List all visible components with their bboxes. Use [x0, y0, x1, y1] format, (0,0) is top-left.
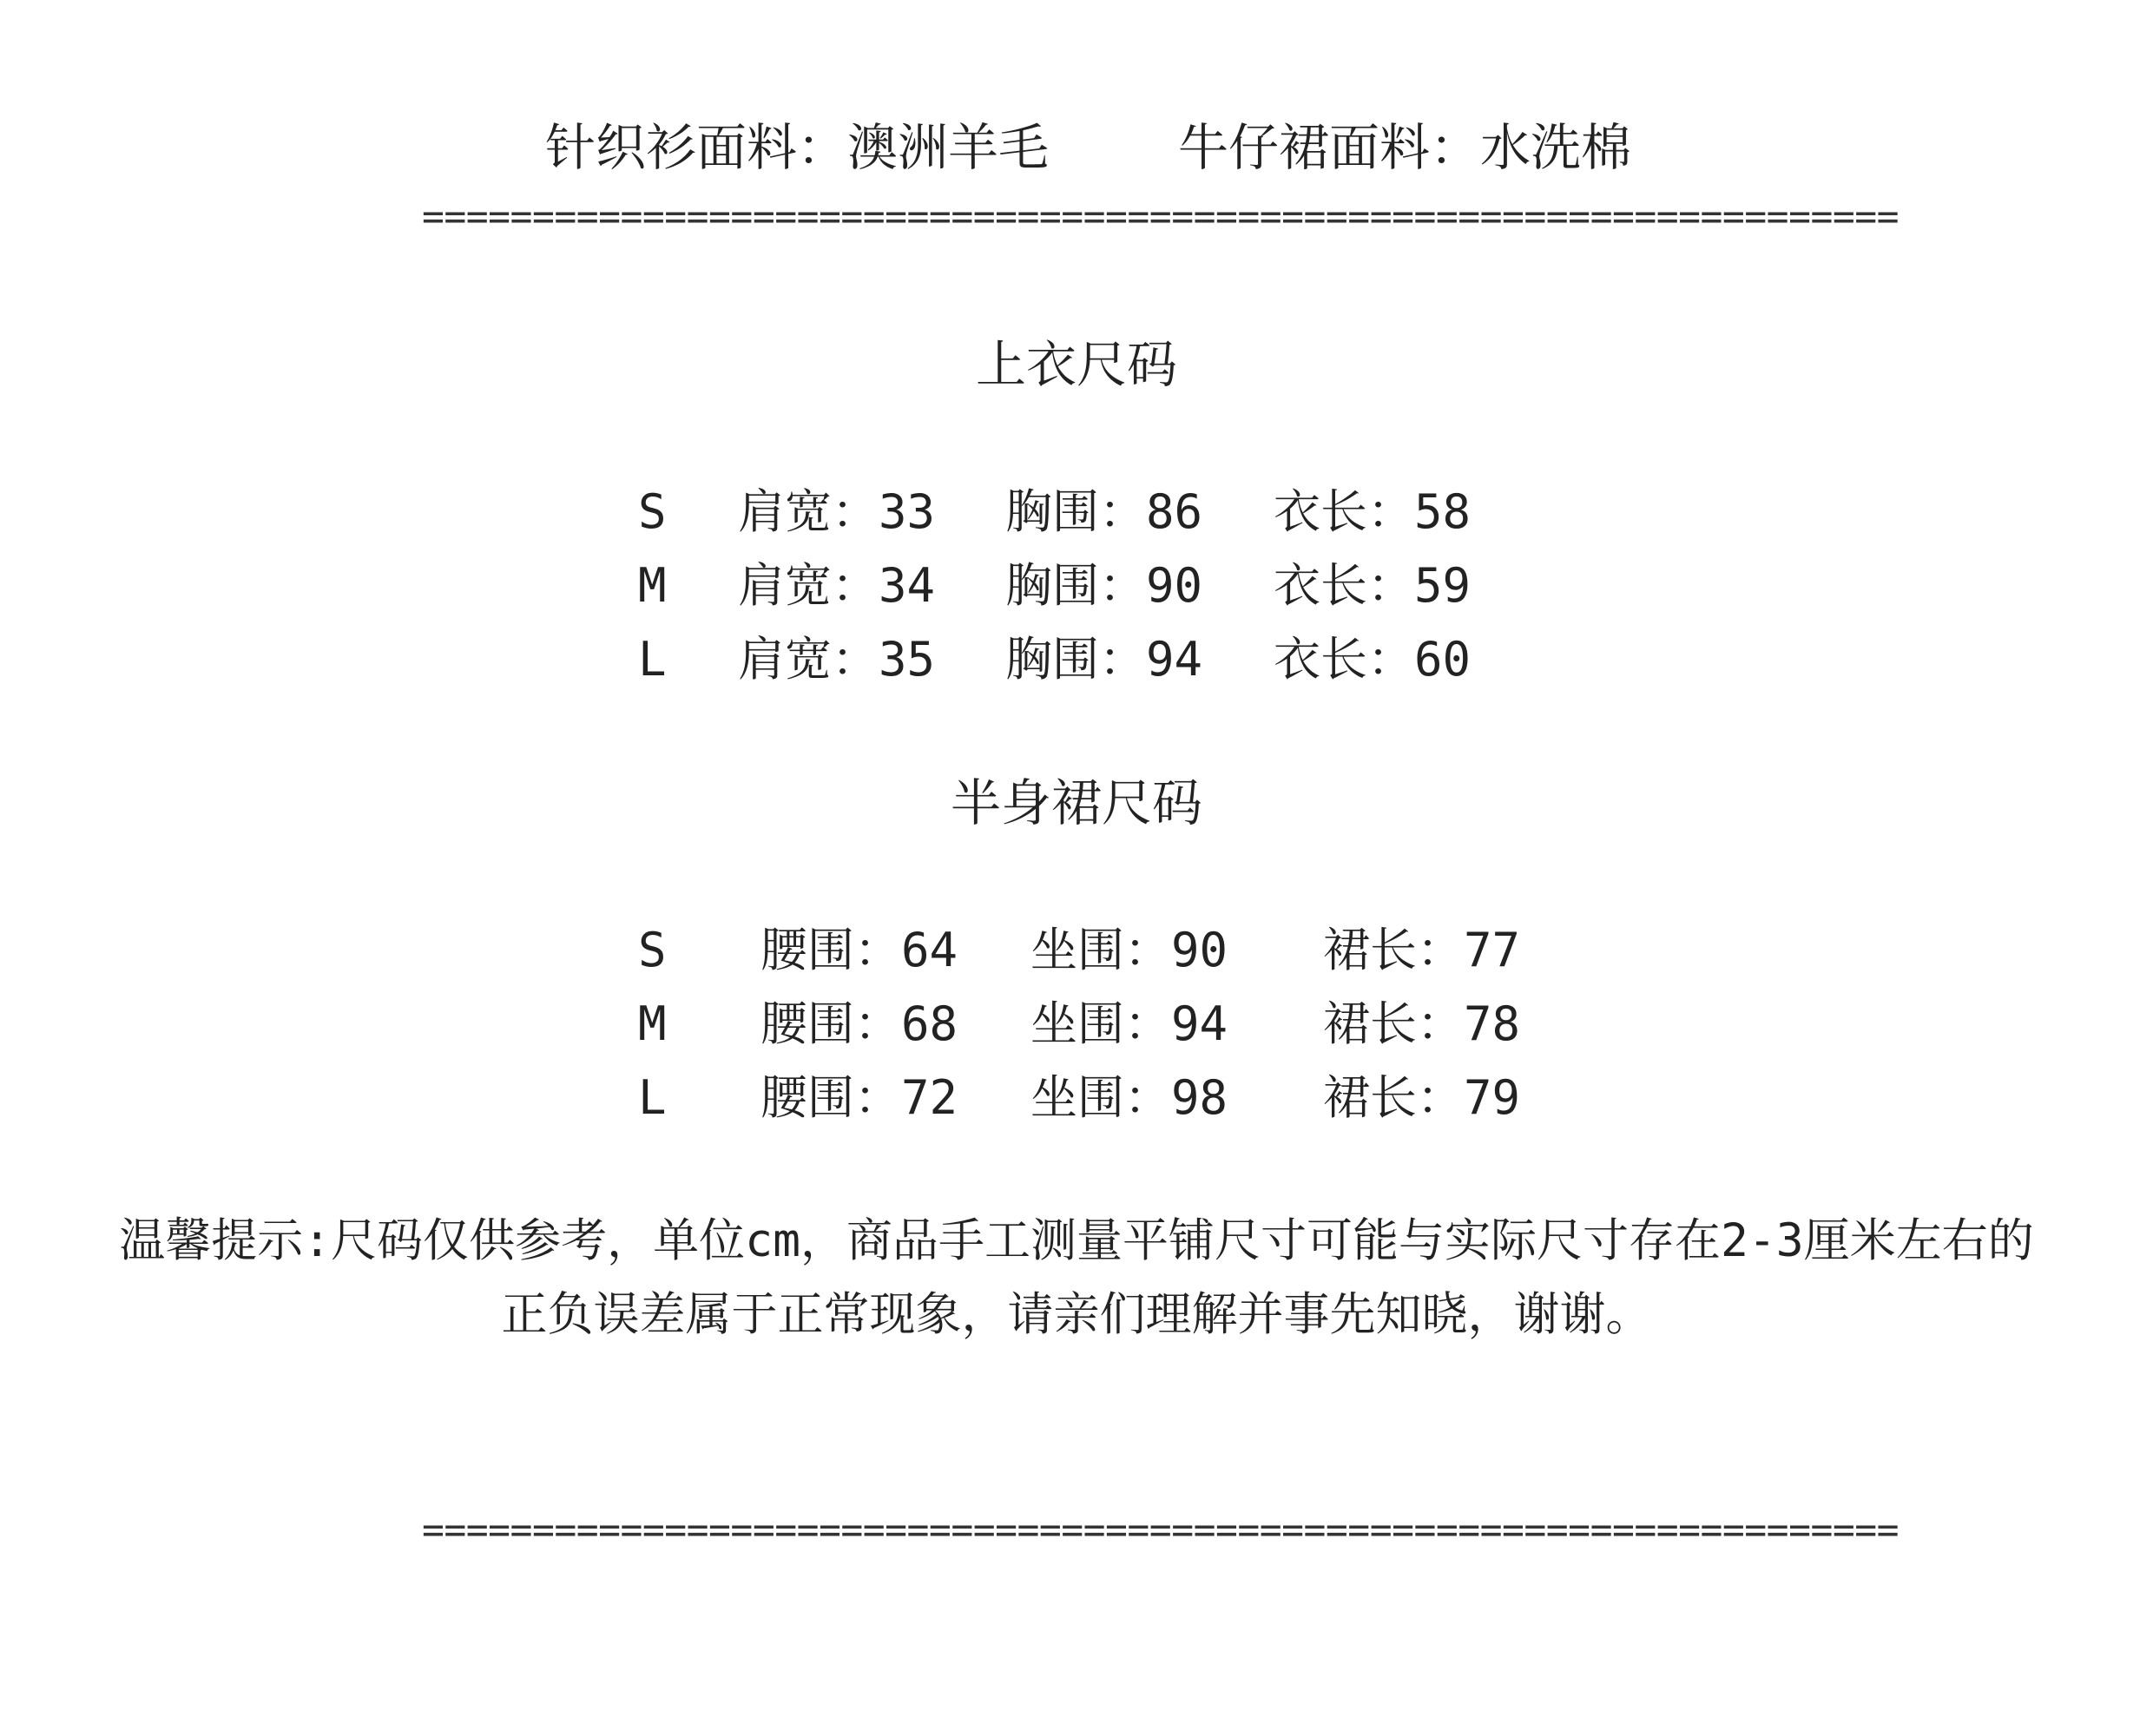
hip-circumference: 坐围：94 [1030, 996, 1228, 1051]
skirt-length: 裙长：77 [1323, 923, 1521, 977]
notice-line-1: 温馨提示:尺码仅供参考，单位cm，商品手工测量平铺尺寸可能与实际尺寸存在2-3厘米左右的 [119, 1214, 2034, 1267]
skirt-length: 裙长：78 [1323, 996, 1521, 1051]
size-label: M [638, 558, 667, 613]
chest-circumference: 胸围：86 [1005, 484, 1203, 539]
skirt-length: 裙长：79 [1323, 1070, 1521, 1125]
skirt-size-title: 半身裙尺码 [950, 773, 1202, 832]
top-length: 衣长：59 [1274, 558, 1472, 613]
notice-line-2: 正负误差属于正常现象，请亲们理解并事先知晓，谢谢。 [501, 1288, 1652, 1341]
size-label: M [638, 996, 667, 1051]
waist-circumference: 腰围：72 [760, 1070, 958, 1125]
knit-fabric-label: 针织衫面料：澳洲羊毛 [545, 118, 1050, 177]
hip-circumference: 坐围：98 [1030, 1070, 1228, 1125]
size-label: S [638, 923, 667, 977]
waist-circumference: 腰围：68 [760, 996, 958, 1051]
top-length: 衣长：60 [1274, 632, 1472, 687]
top-length: 衣长：58 [1274, 484, 1472, 539]
chest-circumference: 胸围：90 [1005, 558, 1203, 613]
divider-bottom: =================================================================== [422, 1509, 1900, 1552]
size-label: L [638, 1070, 667, 1125]
top-size-title: 上衣尺码 [975, 335, 1177, 394]
divider-top: =================================================================== [422, 195, 1900, 239]
shoulder-width: 肩宽：33 [738, 484, 936, 539]
chest-circumference: 胸围：94 [1005, 632, 1203, 687]
shoulder-width: 肩宽：34 [738, 558, 936, 613]
waist-circumference: 腰围：64 [760, 923, 958, 977]
hip-circumference: 坐围：90 [1030, 923, 1228, 977]
shoulder-width: 肩宽：35 [738, 632, 936, 687]
size-label: L [638, 632, 667, 687]
size-label: S [638, 484, 667, 539]
skirt-fabric-label: 牛仔裙面料：水洗棉 [1178, 118, 1632, 177]
